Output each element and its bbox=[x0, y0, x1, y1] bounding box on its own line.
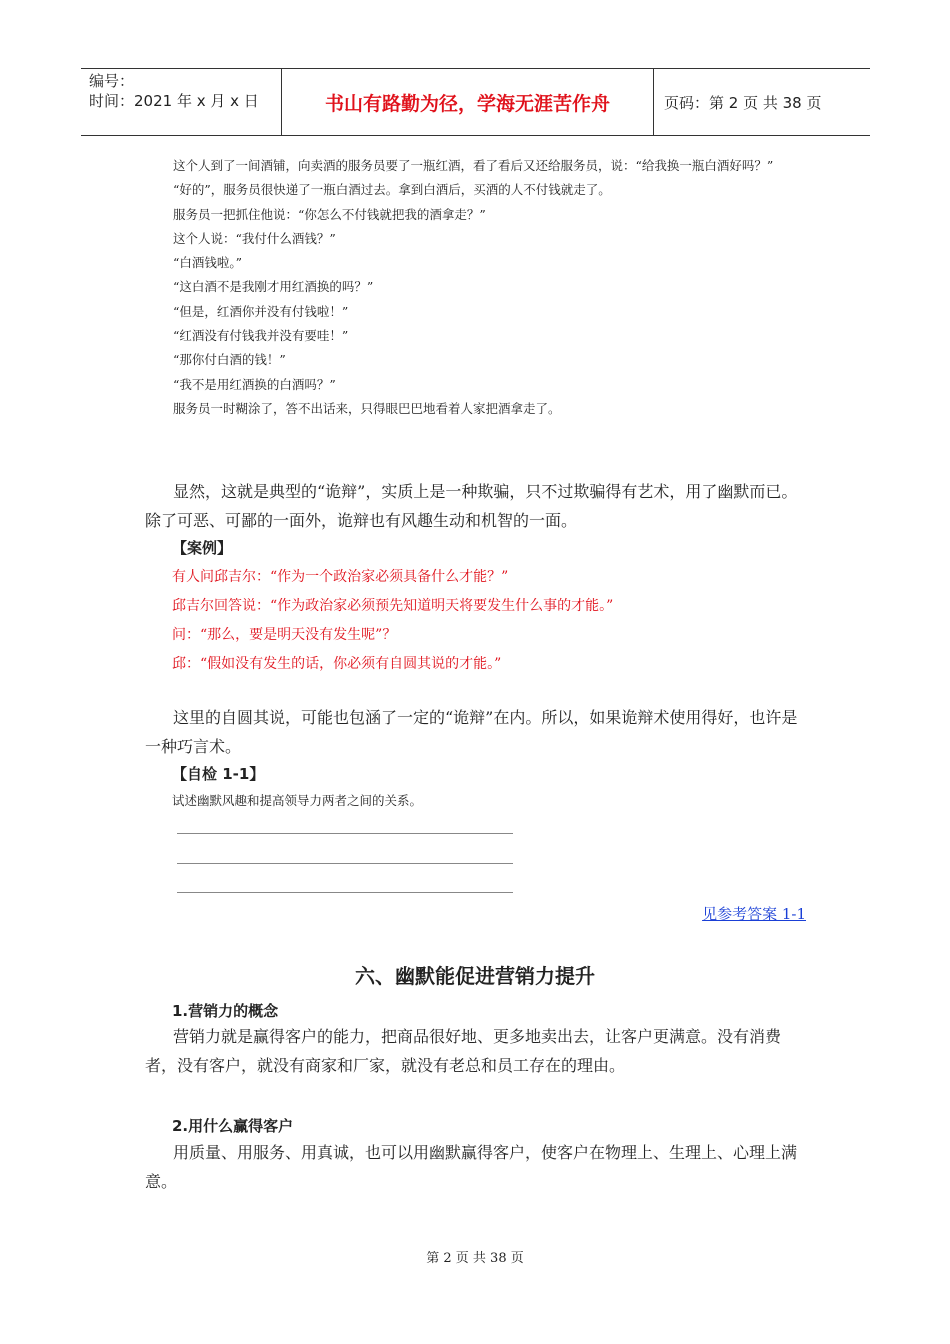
story-line: “好的”，服务员很快递了一瓶白酒过去。拿到白酒后，买酒的人不付钱就走了。 bbox=[173, 182, 611, 198]
page-header bbox=[81, 68, 870, 136]
self-check-heading: 【自检 1-1】 bbox=[172, 765, 265, 783]
subsection-title: 1.营销力的概念 bbox=[172, 1002, 279, 1020]
number-label: 编号： bbox=[89, 72, 135, 90]
header-motto: 书山有路勤为径，学海无涯苦作舟 bbox=[282, 69, 654, 135]
case-line: 有人问邱吉尔：“作为一个政治家必须具备什么才能？” bbox=[172, 569, 509, 585]
story-line: 这个人到了一间酒铺，向卖酒的服务员要了一瓶红酒，看了看后又还给服务员，说：“给我换一瓶白酒好吗？” bbox=[173, 158, 774, 173]
reference-answer-link[interactable]: 见参考答案 1-1 bbox=[702, 905, 806, 923]
paragraph-text: 营销力就是赢得客户的能力，把商品很好地、更多地卖出去，让客户更满意。没有消费者，没有客户，就没有商家和厂家，就没有老总和员工存在的理由。 bbox=[145, 1027, 782, 1075]
case-heading: 【案例】 bbox=[172, 539, 233, 557]
paragraph-self-consistency bbox=[145, 703, 810, 761]
story-block bbox=[145, 154, 815, 421]
answer-line[interactable] bbox=[177, 892, 513, 893]
paragraph-text: 这里的自圆其说，可能也包涵了一定的“诡辩”在内。所以，如果诡辩术使用得好，也许是一种巧言术。 bbox=[145, 708, 798, 756]
story-line: 服务员一时糊涂了，答不出话来，只得眼巴巴地看着人家把酒拿走了。 bbox=[173, 400, 561, 416]
story-line: “那你付白酒的钱！” bbox=[173, 352, 286, 368]
paragraph-sophistry bbox=[145, 477, 810, 535]
paragraph-text: 用质量、用服务、用真诚，也可以用幽默赢得客户，使客户在物理上、生理上、心理上满意。 bbox=[145, 1143, 798, 1191]
story-line: “红酒没有付钱我并没有要哇！” bbox=[173, 328, 349, 344]
case-line: 问：“那么，要是明天没有发生呢”？ bbox=[172, 627, 397, 643]
story-line: 服务员一把抓住他说：“你怎么不付钱就把我的酒拿走？” bbox=[173, 206, 486, 222]
answer-line[interactable] bbox=[177, 833, 513, 834]
story-line: “我不是用红酒换的白酒吗？” bbox=[173, 376, 336, 392]
story-line: “白酒钱啦。” bbox=[173, 255, 243, 271]
header-page-info: 页码：第 2 页 共 38 页 bbox=[664, 93, 822, 112]
case-block bbox=[172, 563, 812, 679]
time-label: 时间：2021 年 x 月 x 日 bbox=[89, 92, 259, 110]
case-line: 邱：“假如没有发生的话，你必须有自圆其说的才能。” bbox=[172, 656, 502, 672]
case-line: 邱吉尔回答说：“作为政治家必须预先知道明天将要发生什么事的才能。” bbox=[172, 598, 614, 614]
header-meta bbox=[81, 69, 282, 135]
subsection-title: 2.用什么赢得客户 bbox=[172, 1117, 294, 1135]
paragraph-text: 显然，这就是典型的“诡辩”，实质上是一种欺骗，只不过欺骗得有艺术，用了幽默而已。除了可恶、可鄙的一面外，诡辩也有风趣生动和机智的一面。 bbox=[145, 482, 798, 530]
story-line: “这白酒不是我刚才用红酒换的吗？” bbox=[173, 279, 374, 295]
subsection-body bbox=[145, 1022, 810, 1080]
story-line: 这个人说：“我付什么酒钱？” bbox=[173, 230, 336, 246]
story-line: “但是，红酒你并没有付钱啦！” bbox=[173, 303, 349, 319]
section-title: 六、幽默能促进营销力提升 bbox=[355, 964, 595, 988]
self-check-question: 试述幽默风趣和提高领导力两者之间的关系。 bbox=[172, 793, 423, 808]
subsection-body bbox=[145, 1138, 810, 1196]
page-footer: 第 2 页 共 38 页 bbox=[426, 1251, 524, 1266]
answer-line[interactable] bbox=[177, 863, 513, 864]
